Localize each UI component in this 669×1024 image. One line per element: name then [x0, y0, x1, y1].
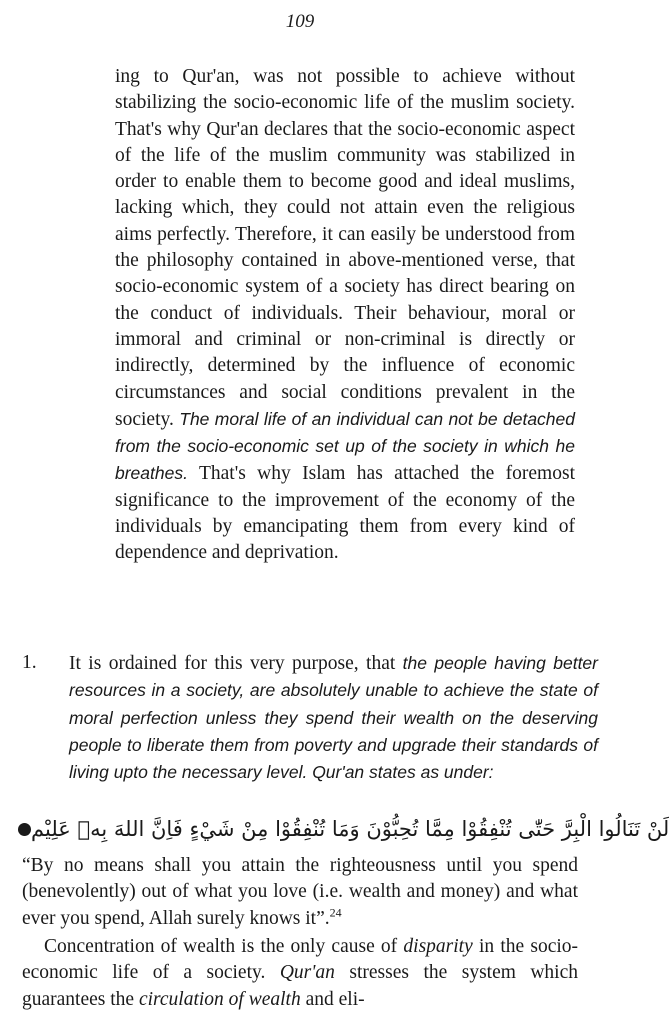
arabic-verse-line — [10, 812, 669, 846]
bottom-text-2: in the socio-economic life of a society. — [22, 936, 579, 984]
arabic-verse: لَنْ تَنَالُوا الْبِرَّ حَتّٰى تُنْفِقُوْا مِمَّا تُحِبُّوْنَ وَمَا تُنْفِقُوْا مِنْ شَيْءٍ فَاِنَّ اللهَ بِهٖ عَلِيْم — [31, 817, 669, 841]
bottom-italic-1: disparity — [403, 936, 473, 957]
bottom-italic-3: circulation of wealth — [138, 988, 301, 1010]
note-italic-1: the people having better resources in a society, are absolutely unable to achieve the state of moral perfection unless they spend their wealth on the deserving people to liberate them from poverty and upgrade their standards of living upto the necessary level. Qur'an states as under: — [69, 653, 598, 783]
main-paragraph-text-2: That's why Islam has attached the foremost significance to the improvement of the economy of the individuals by emancipating them from every kind of dependence and deprivation. — [115, 463, 575, 564]
bullet-icon — [18, 823, 31, 836]
footnote-ref[interactable]: 24 — [329, 905, 342, 920]
bottom-text-4: and eli- — [305, 988, 365, 1010]
bottom-italic-2: Qur'an — [279, 962, 335, 984]
note-text-1: It is ordained for this very purpose, that — [69, 653, 396, 674]
verse-translation — [22, 853, 578, 932]
verse-translation-text: “By no means shall you attain the righteousness until you spend (benevolently) out of what you love (i.e. wealth and money) and what ever you spend, Allah surely knows it”. — [22, 855, 578, 929]
main-paragraph — [115, 64, 575, 567]
note-number: 1. — [22, 652, 37, 673]
page-number: 109 — [285, 11, 315, 32]
bottom-text-3: stresses the system which guarantees the — [22, 962, 579, 1010]
note-text — [69, 650, 598, 786]
bottom-text-1: Concentration of wealth is the only cause of — [44, 936, 398, 957]
bottom-paragraph — [22, 934, 578, 1013]
main-paragraph-text-1: ing to Qur'an, was not possible to achieve without stabilizing the socio-economic life of the muslim society. That's why Qur'an declares that the socio-economic aspect of the life of the muslim community was stabilized in order to enable them to become good and ideal muslims, lacking which, they could not attain even the religious aims perfectly. Therefore, it can easily be understood from the philosophy contained in above-mentioned verse, that socio-economic system of a society has direct bearing on the conduct of individuals. Their behaviour, moral or immoral and criminal or non-criminal is directly or indirectly, determined by the influence of economic circumstances and social conditions prevalent in the society. — [115, 66, 575, 430]
main-paragraph-italic-1: The moral life of an individual can not be detached from the socio-economic set up of the society in which he breathes. — [115, 408, 576, 484]
